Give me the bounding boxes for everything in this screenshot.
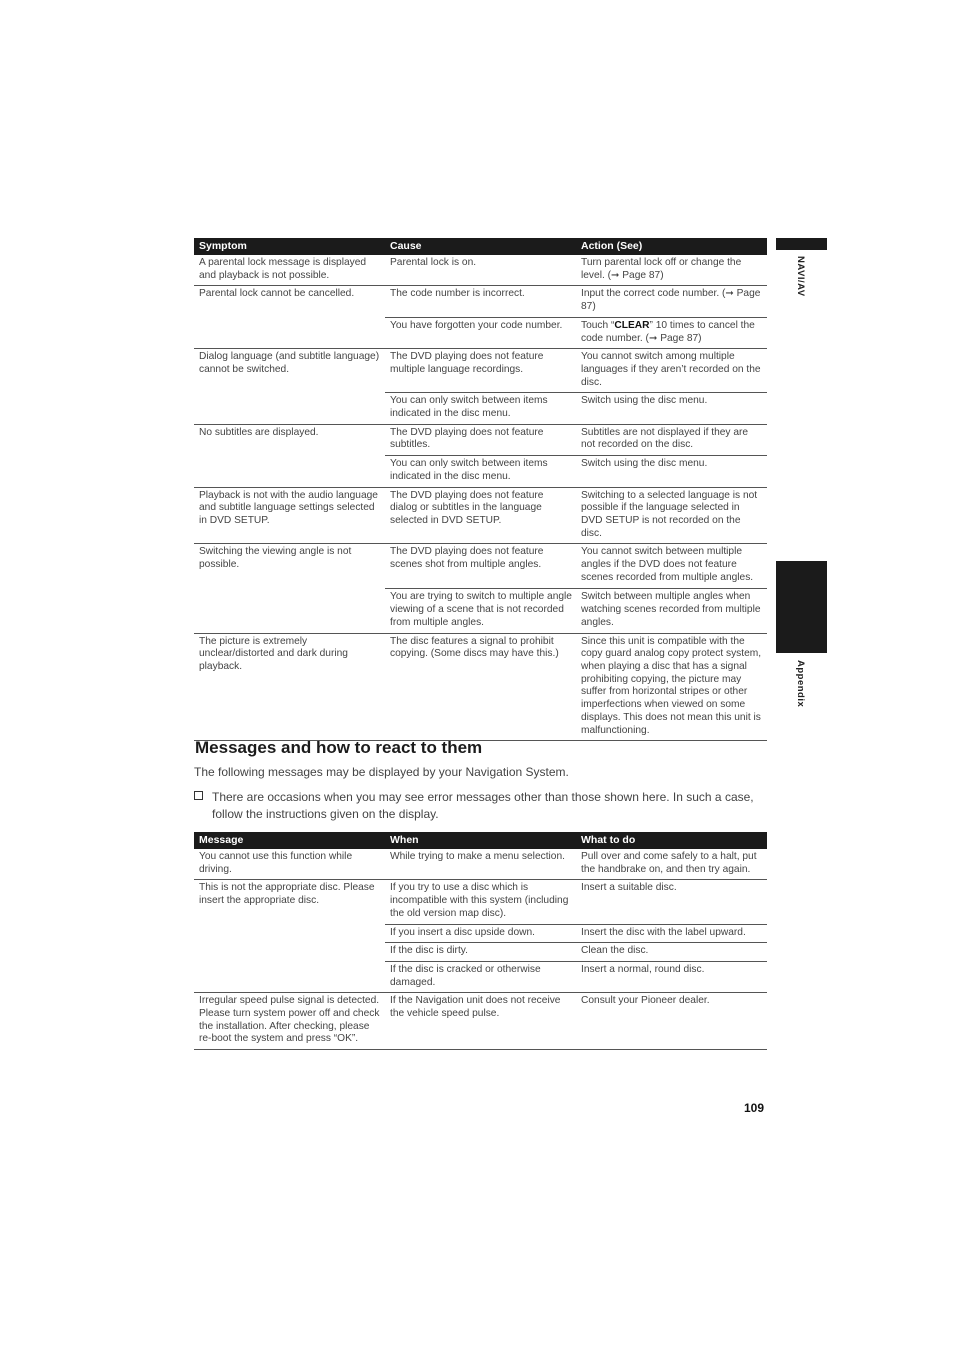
when-cell: If you insert a disc upside down. — [385, 924, 576, 943]
action-cell: You cannot switch among multiple languages if they aren’t recorded on the disc. — [576, 349, 767, 393]
symptom-cell: Playback is not with the audio language and subtitle language settings selected in DVD SETUP. — [194, 487, 385, 544]
page-reference: Page 87) — [660, 332, 702, 344]
cause-cell: You are trying to switch to multiple angle viewing of a scene that is not recorded from multiple angles. — [385, 589, 576, 633]
table-row — [194, 286, 767, 317]
action-text: Turn parental lock off or change the level. ( — [581, 257, 742, 281]
action-text: Input the correct code number. ( — [581, 288, 726, 300]
todo-cell: Consult your Pioneer dealer. — [576, 993, 767, 1050]
table-header-row — [194, 832, 767, 849]
table-row — [194, 255, 767, 286]
section-intro: The following messages may be displayed by your Navigation System. — [194, 765, 569, 779]
table-row — [194, 424, 767, 455]
when-cell: If the disc is dirty. — [385, 943, 576, 962]
symptom-cell: Parental lock cannot be cancelled. — [194, 286, 385, 349]
table-row — [194, 487, 767, 544]
arrow-right-icon: ➞ — [648, 332, 658, 344]
symptom-cell: Switching the viewing angle is not possible. — [194, 544, 385, 633]
action-cell: Switch using the disc menu. — [576, 393, 767, 424]
action-text: ” 10 times to cancel the code number. ( — [581, 319, 755, 344]
note-paragraph — [194, 789, 754, 822]
action-cell: Since this unit is compatible with the copy guard analog copy protect system, when playing a disc that has a signal prohibiting copying, the picture may suffer from horizontal stripes or other imperfections when viewed on some displays. This does not mean this unit is malfunctioning. — [576, 633, 767, 741]
cause-cell: The DVD playing does not feature subtitles. — [385, 424, 576, 455]
arrow-right-icon: ➞ — [611, 269, 620, 281]
table-row — [194, 993, 767, 1050]
header-action: Action (See) — [576, 238, 767, 255]
table-row — [194, 880, 767, 924]
cause-cell: The code number is incorrect. — [385, 286, 576, 317]
symptom-cell: The picture is extremely unclear/distorted and dark during playback. — [194, 633, 385, 741]
note-text: There are occasions when you may see error messages other than those shown here. In such a case, follow the instructions given on the display. — [212, 790, 754, 821]
table-row — [194, 349, 767, 393]
action-cell — [576, 286, 767, 317]
action-cell: Switch using the disc menu. — [576, 456, 767, 487]
table-row — [194, 849, 767, 880]
section-label-appendix: Appendix — [795, 660, 806, 708]
todo-cell: Pull over and come safely to a halt, put the handbrake on, and then try again. — [576, 849, 767, 880]
header-symptom: Symptom — [194, 238, 385, 255]
section-title: Messages and how to react to them — [195, 738, 483, 757]
cause-cell: The DVD playing does not feature dialog or subtitles in the language selected in DVD SETUP. — [385, 487, 576, 544]
cause-cell: The DVD playing does not feature scenes shot from multiple angles. — [385, 544, 576, 589]
message-cell: You cannot use this function while driving. — [194, 849, 385, 880]
symptom-cell: No subtitles are displayed. — [194, 424, 385, 487]
clear-key-label: CLEAR — [614, 319, 650, 331]
messages-table — [194, 832, 767, 1050]
todo-cell: Insert the disc with the label upward. — [576, 924, 767, 943]
when-cell: If the Navigation unit does not receive the vehicle speed pulse. — [385, 993, 576, 1050]
page-reference: Page 87) — [581, 288, 761, 313]
action-text: Touch “ — [581, 319, 615, 331]
when-cell: If the disc is cracked or otherwise damaged. — [385, 961, 576, 992]
action-cell — [576, 317, 767, 348]
header-message: Message — [194, 832, 385, 849]
troubleshooting-table — [194, 238, 767, 741]
action-cell: You cannot switch between multiple angles if the DVD does not feature scenes recorded from multiple angles. — [576, 544, 767, 589]
cause-cell: The DVD playing does not feature multiple language recordings. — [385, 349, 576, 393]
header-when: When — [385, 832, 576, 849]
table-row — [194, 544, 767, 589]
cause-cell: You can only switch between items indicated in the disc menu. — [385, 456, 576, 487]
cause-cell: You have forgotten your code number. — [385, 317, 576, 348]
cause-cell: Parental lock is on. — [385, 255, 576, 286]
page-reference: Page 87) — [622, 269, 664, 281]
table-header-row — [194, 238, 767, 255]
todo-cell: Insert a suitable disc. — [576, 880, 767, 924]
symptom-cell: Dialog language (and subtitle language) cannot be switched. — [194, 349, 385, 425]
when-cell: If you try to use a disc which is incompatible with this system (including the old version map disc). — [385, 880, 576, 924]
header-what-to-do: What to do — [576, 832, 767, 849]
checkbox-bullet-icon — [194, 791, 203, 800]
page-number: 109 — [744, 1101, 765, 1115]
action-cell: Subtitles are not displayed if they are not recorded on the disc. — [576, 424, 767, 455]
section-label-navi: NAVI/AV — [795, 256, 806, 297]
action-cell: Switching to a selected language is not possible if the language selected in DVD SETUP is not recorded on the disc. — [576, 487, 767, 544]
action-cell: Switch between multiple angles when watching scenes recorded from multiple angles. — [576, 589, 767, 633]
message-cell: Irregular speed pulse signal is detected. Please turn system power off and check the installation. After checking, please re-boot the system and press “OK”. — [194, 993, 385, 1050]
action-cell — [576, 255, 767, 286]
cause-cell: The disc features a signal to prohibit copying. (Some discs may have this.) — [385, 633, 576, 741]
arrow-right-icon: ➞ — [725, 288, 734, 300]
message-cell: This is not the appropriate disc. Please insert the appropriate disc. — [194, 880, 385, 993]
todo-cell: Insert a normal, round disc. — [576, 961, 767, 992]
header-cause: Cause — [385, 238, 576, 255]
when-cell: While trying to make a menu selection. — [385, 849, 576, 880]
table-row — [194, 633, 767, 741]
symptom-cell: A parental lock message is displayed and playback is not possible. — [194, 255, 385, 286]
section-tab-appendix-block — [776, 561, 827, 653]
todo-cell: Clean the disc. — [576, 943, 767, 962]
section-tab-bar — [776, 238, 827, 250]
cause-cell: You can only switch between items indicated in the disc menu. — [385, 393, 576, 424]
